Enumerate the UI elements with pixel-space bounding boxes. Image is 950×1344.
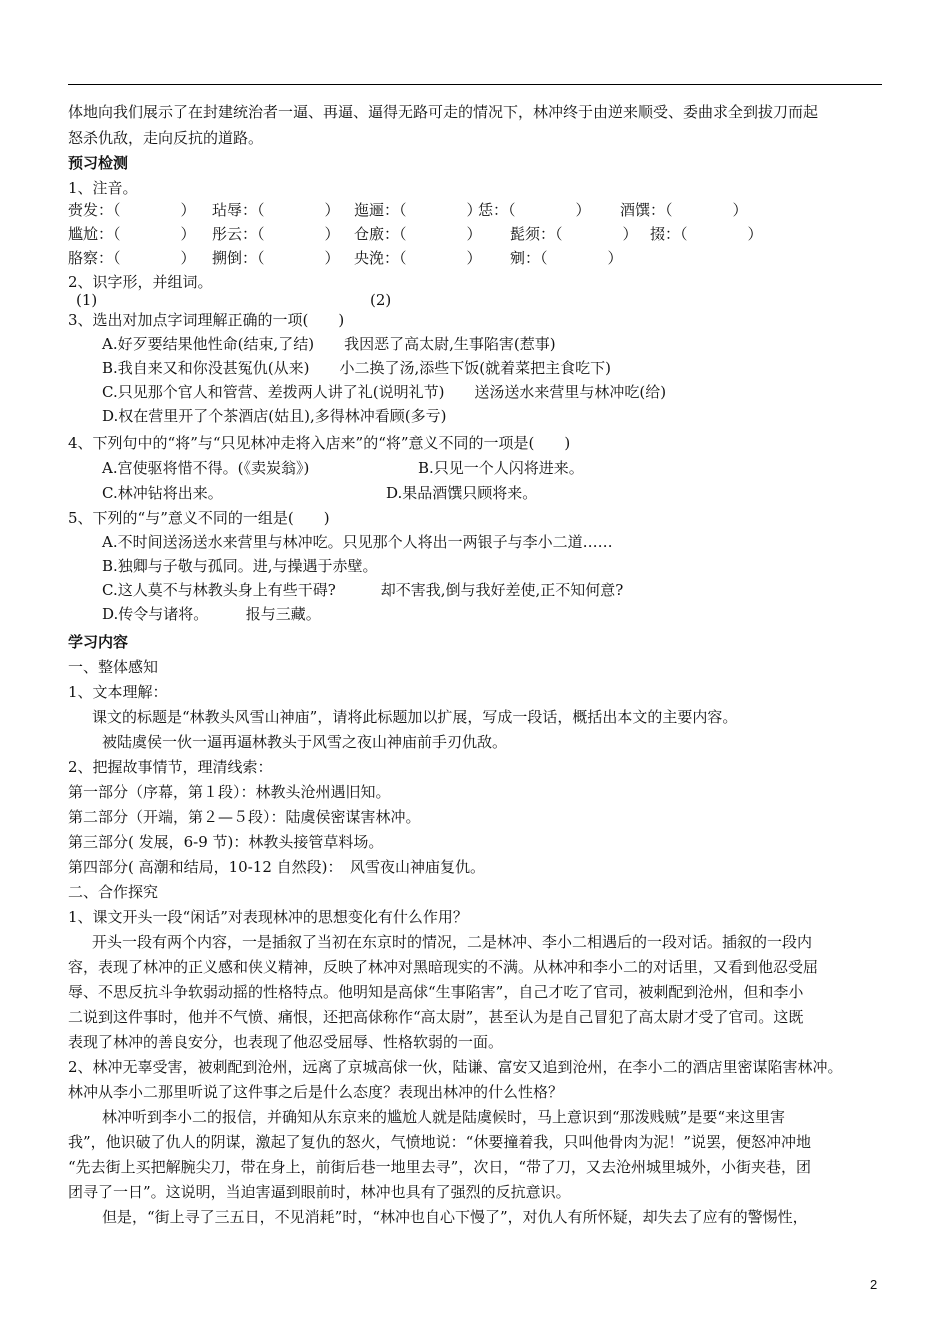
pinyin-item: 央浼：（ ） bbox=[354, 249, 482, 267]
pinyin-item: 掇：（ ） bbox=[650, 225, 763, 243]
part2-title: 二、合作探究 bbox=[68, 883, 159, 901]
q4-title: 4、下列句中的“将”与“只见林冲走将入店来”的“将”意义不同的一项是( ) bbox=[68, 434, 571, 452]
q4-option: A.宫使驱将惜不得。(《卖炭翁》) bbox=[102, 459, 310, 477]
pinyin-item: 赍发：（ ） bbox=[68, 201, 196, 219]
pinyin-item: 仓廒：（ ） bbox=[354, 225, 482, 243]
c2-answer-line: “先去街上买把解腕尖刀，带在身上，前街后巷一地里去寻”，次日，“带了刀，又去沧州城里城外，小街夹巷，团 bbox=[68, 1158, 812, 1176]
q2-item: (1) bbox=[76, 291, 98, 309]
story-part: 第二部分（开端，第２—５段）：陆虞侯密谋害林冲。 bbox=[68, 808, 421, 826]
part1-title: 一、整体感知 bbox=[68, 658, 159, 676]
q3-option: C.只见那个官人和管营、差拨两人讲了礼(说明礼节) 送汤送水来营里与林冲吃(给) bbox=[102, 383, 667, 401]
q5-option: C.这人莫不与林教头身上有些干碍? 却不害我,倒与我好差使,正不知何意? bbox=[102, 581, 624, 599]
q5-option: B.独卿与子敬与孤同。进,与操遇于赤壁。 bbox=[102, 557, 378, 575]
c1-answer-line: 开头一段有两个内容，一是插叙了当初在东京时的情况，二是林冲、李小二相遇后的一段对话。插叙的一段内 bbox=[92, 933, 813, 951]
pinyin-item: 恁：（ ） bbox=[478, 201, 591, 219]
pinyin-item: 尴尬：（ ） bbox=[68, 225, 196, 243]
pinyin-item: 玷辱：（ ） bbox=[212, 201, 340, 219]
learning-heading: 学习内容 bbox=[68, 633, 129, 651]
preview-heading: 预习检测 bbox=[68, 154, 129, 172]
story-part: 第一部分（序幕，第１段）：林教头沧州遇旧知。 bbox=[68, 783, 391, 801]
c2-answer-line: 但是，“街上寻了三五日，不见消耗”时，“林冲也自心下慢了”，对仇人有所怀疑，却失去了应有的警惕性， bbox=[102, 1208, 808, 1226]
q3-option: D.权在营里开了个茶酒店(姑且),多得林冲看顾(多亏) bbox=[102, 407, 447, 425]
c2-answer-line: 我”，他识破了仇人的阴谋，激起了复仇的怒火，气愤地说：“休要撞着我，只叫他骨肉为泥！”说罢，便怒冲冲地 bbox=[68, 1133, 812, 1151]
header-rule bbox=[68, 84, 882, 85]
q4-option: D.果品酒馔只顾将来。 bbox=[386, 484, 538, 502]
c2-title: 林冲从李小二那里听说了这件事之后是什么态度？表现出林冲的什么性格？ bbox=[68, 1083, 564, 1101]
intro-line: 体地向我们展示了在封建统治者一逼、再逼、逼得无路可走的情况下，林冲终于由逆来顺受、委曲求全到拔刀而起 bbox=[68, 103, 819, 121]
q5-option: D.传令与诸将。 报与三藏。 bbox=[102, 605, 321, 623]
c2-answer-line: 团寻了一日”。这说明，当迫害逼到眼前时，林冲也具有了强烈的反抗意识。 bbox=[68, 1183, 571, 1201]
c1-answer-line: 二说到这件事时，他并不气愤、痛恨，还把高俅称作“高太尉”，甚至认为是自己冒犯了高太尉才受了官司。这既 bbox=[68, 1008, 804, 1026]
intro-line: 怒杀仇敌，走向反抗的道路。 bbox=[68, 129, 264, 147]
pinyin-item: 剜：（ ） bbox=[510, 249, 623, 267]
s1-title: 1、文本理解： bbox=[68, 683, 168, 701]
pinyin-item: 迤逦：（ ） bbox=[354, 201, 482, 219]
s1-line: 课文的标题是“林教头风雪山神庙”，请将此标题加以扩展，写成一段话，概括出本文的主要内容。 bbox=[92, 708, 738, 726]
s2-title: 2、把握故事情节，理清线索： bbox=[68, 758, 273, 776]
pinyin-item: 酒馔：（ ） bbox=[620, 201, 748, 219]
q3-option: A.好歹要结果他性命(结束,了结) 我因恶了高太尉,生事陷害(惹事) bbox=[102, 335, 556, 353]
c1-title: 1、课文开头一段“闲话”对表现林冲的思想变化有什么作用？ bbox=[68, 908, 468, 926]
q4-option: C.林冲钻将出来。 bbox=[102, 484, 223, 502]
s1-line: 被陆虞侯一伙一逼再逼林教头于风雪之夜山神庙前手刃仇敌。 bbox=[102, 733, 508, 751]
q1-title: 1、注音。 bbox=[68, 179, 138, 197]
c2-title: 2、林冲无辜受害，被刺配到沧州，远离了京城高俅一伙，陆谦、富安又追到沧州，在李小二的酒店里密谋陷害林冲。 bbox=[68, 1058, 843, 1076]
pinyin-item: 彤云：（ ） bbox=[212, 225, 340, 243]
pinyin-item: 髭须：（ ） bbox=[510, 225, 638, 243]
story-part: 第三部分( 发展，6-9 节)：林教头接管草料场。 bbox=[68, 833, 384, 851]
pinyin-item: 搠倒：（ ） bbox=[212, 249, 340, 267]
pinyin-item: 胳察：（ ） bbox=[68, 249, 196, 267]
q5-title: 5、下列的“与”意义不同的一组是( ) bbox=[68, 509, 330, 527]
q4-option: B.只见一个人闪将进来。 bbox=[418, 459, 584, 477]
c1-answer-line: 辱、不思反抗斗争软弱动摇的性格特点。他明知是高俅“生事陷害”，自己才吃了官司，被刺配到沧州，但和李小 bbox=[68, 983, 804, 1001]
page-number: 2 bbox=[870, 1277, 878, 1292]
q2-item: (2) bbox=[370, 291, 392, 309]
q5-option: A.不时间送汤送水来营里与林冲吃。只见那个人将出一两银子与李小二道…… bbox=[102, 533, 613, 551]
c1-answer-line: 表现了林冲的善良安分，也表现了他忍受屈辱、性格软弱的一面。 bbox=[68, 1033, 504, 1051]
q2-title: 2、识字形，并组词。 bbox=[68, 273, 213, 291]
c2-answer-line: 林冲听到李小二的报信，并确知从东京来的尴尬人就是陆虞候时，马上意识到“那泼贱贼”是要“来这里害 bbox=[102, 1108, 786, 1126]
story-part: 第四部分( 高潮和结局，10-12 自然段)： 风雪夜山神庙复仇。 bbox=[68, 858, 485, 876]
q3-title: 3、选出对加点字词理解正确的一项( ) bbox=[68, 311, 345, 329]
q3-option: B.我自来又和你没甚冤仇(从来) 小二换了汤,添些下饭(就着菜把主食吃下) bbox=[102, 359, 611, 377]
c1-answer-line: 容，表现了林冲的正义感和侠义精神，反映了林冲对黑暗现实的不满。从林冲和李小二的对话里，又看到他忍受屈 bbox=[68, 958, 819, 976]
